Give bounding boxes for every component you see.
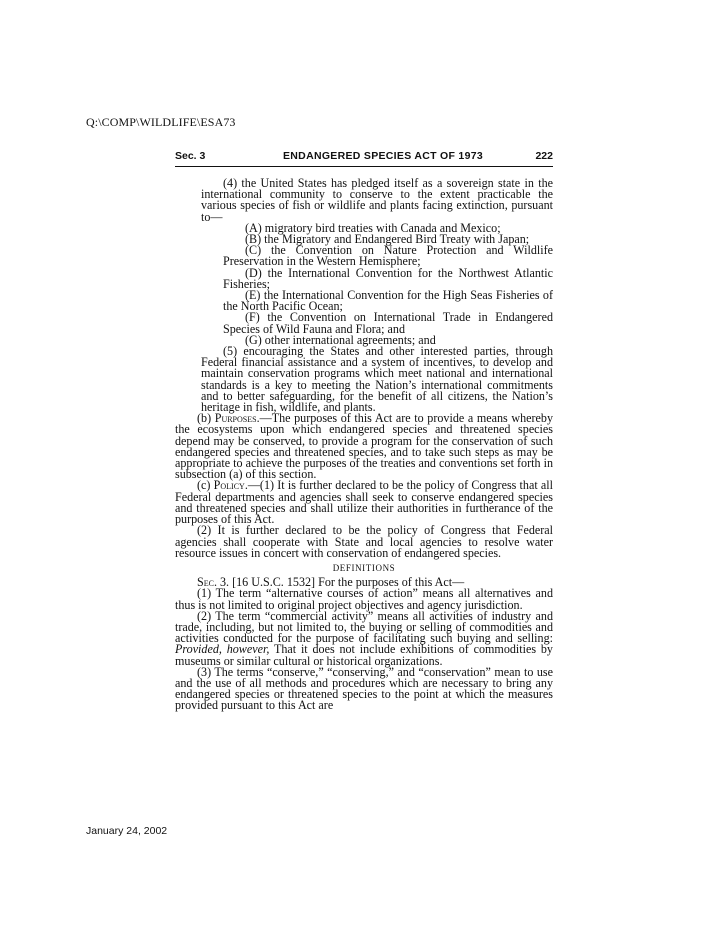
definitions-heading: DEFINITIONS [332, 562, 396, 573]
paragraph: (E) the International Convention for the High Seas Fisheries of the North Pacific Ocean; [223, 288, 553, 314]
paragraph: (A) migratory bird treaties with Canada and Mexico; [245, 220, 501, 235]
paragraph: (B) the Migratory and Endangered Bird Treaty with Japan; [245, 232, 530, 247]
purposes-heading: Purposes [214, 411, 257, 426]
header-rule [175, 166, 553, 167]
purposes-paragraph: (b) Purposes.—The purposes of this Act are to provide a means whereby the ecosystems upon which endangered species and threatened species depend may be conserved, to provide a program for the conservation of such endangered species and threatened species, and to take such steps as may be appropriate to achieve the purposes of the treaties and conventions set forth in subsection (a) of this section. [175, 411, 553, 482]
footer-date: January 24, 2002 [86, 825, 168, 837]
paragraph: (F) the Convention on International Trade in Endangered Species of Wild Fauna and Flora; and [223, 310, 553, 336]
definition-item: (2) The term “commercial activity” means all activities of industry and trade, including, but not limited to, the buying or selling of commodities and activities conducted for the purpose of facilitating such buying and selling: Provided, however, That it does not include exhibitions of commodities by museums or similar cultural or historical organizations. [175, 608, 553, 668]
running-head [175, 150, 553, 166]
paragraph: (D) the International Convention for the Northwest Atlantic Fisheries; [223, 265, 553, 291]
paragraph: (4) the United States has pledged itself as a sovereign state in the international community to conserve to the extent practicable the various species of fish or wildlife and plants facing extinction, pursuant to— [201, 176, 553, 224]
paragraph: (C) the Convention on Nature Protection and Wildlife Preservation in the Western Hemisphere; [223, 243, 553, 269]
paragraph: (5) encouraging the States and other interested parties, through Federal financial assistance and a system of incentives, to develop and maintain conservation programs which meet national and international standards is a key to meeting the Nation’s international commitments and to better safeguarding, for the benefit of all citizens, the Nation’s heritage in fish, wildlife, and plants. [201, 344, 553, 415]
definition-item: (1) The term “alternative courses of action” means all alternatives and thus is not limited to original project objectives and agency jurisdiction. [175, 586, 553, 612]
act-title: ENDANGERED SPECIES ACT OF 1973 [283, 150, 483, 162]
policy-heading: Policy [213, 478, 245, 493]
file-path: Q:\COMP\WILDLIFE\ESA73 [86, 115, 236, 129]
policy-paragraph: (c) Policy.—(1) It is further declared to be the policy of Congress that all Federal departments and agencies shall seek to conserve endangered species and threatened species and shall utilize their authorities in furtherance of the purposes of this Act. [175, 478, 553, 527]
page-number: 222 [535, 150, 553, 162]
definition-item: (3) The terms “conserve,” “conserving,” and “conservation” mean to use and the use of all methods and procedures which are necessary to bring any endangered species or threatened species to the point at which the measures provided pursuant to this Act are [175, 664, 553, 713]
section-label: Sec. 3 [175, 150, 206, 162]
paragraph: (G) other international agreements; and [245, 332, 436, 347]
section-intro: Sec. 3. [16 U.S.C. 1532] For the purposes of this Act— [197, 575, 465, 590]
document-body [175, 178, 553, 712]
paragraph: (2) It is further declared to be the policy of Congress that Federal agencies shall cooperate with State and local agencies to resolve water resource issues in concert with conservation of endangered species. [175, 523, 553, 560]
